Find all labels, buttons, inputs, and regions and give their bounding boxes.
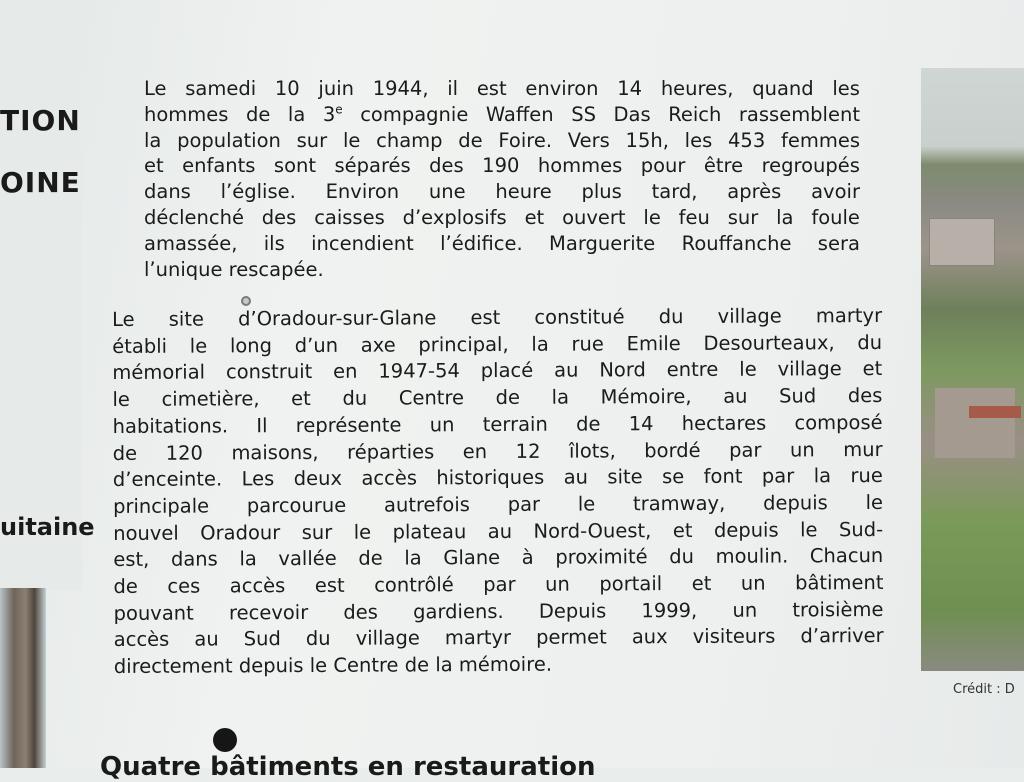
word: ces bbox=[167, 574, 201, 598]
word: de bbox=[113, 574, 138, 599]
word: sur bbox=[727, 205, 759, 229]
word: troisième bbox=[792, 597, 884, 622]
word: par bbox=[507, 492, 541, 516]
word: samedi bbox=[185, 77, 257, 100]
word: Waffen bbox=[485, 102, 554, 126]
word: Environ bbox=[325, 180, 400, 204]
word: femmes bbox=[780, 128, 860, 152]
word: des bbox=[847, 384, 883, 408]
word: feu bbox=[678, 205, 710, 229]
word: il bbox=[447, 77, 459, 100]
word: avoir bbox=[811, 180, 860, 204]
word: et bbox=[524, 205, 545, 229]
paragraph-history bbox=[144, 76, 860, 282]
word: représente bbox=[295, 413, 402, 437]
word: martyr bbox=[815, 303, 883, 328]
word: le bbox=[800, 517, 818, 542]
word: établi bbox=[112, 334, 168, 358]
word: incendient bbox=[311, 231, 414, 255]
word: dans bbox=[144, 180, 191, 204]
word: un bbox=[740, 571, 766, 595]
word: Sud bbox=[779, 384, 817, 408]
screw-icon bbox=[213, 728, 237, 752]
word: deux bbox=[293, 467, 343, 491]
word: tramway, bbox=[632, 491, 726, 516]
word: la bbox=[287, 102, 306, 126]
paragraph1-line bbox=[144, 231, 860, 257]
word: en bbox=[462, 439, 488, 463]
tree-photo bbox=[0, 588, 46, 768]
word: de bbox=[575, 412, 601, 436]
word: 1944, bbox=[372, 77, 429, 100]
word: pour bbox=[640, 154, 686, 178]
paragraph2-line bbox=[113, 543, 883, 574]
word: accès bbox=[113, 628, 170, 652]
roof-shape bbox=[969, 406, 1021, 418]
word: d’enceinte. bbox=[112, 467, 223, 492]
word: heures, bbox=[660, 77, 734, 100]
word: et bbox=[144, 154, 164, 178]
word: la bbox=[813, 464, 832, 488]
word: Nord bbox=[599, 358, 646, 382]
word: déclenché bbox=[144, 205, 244, 229]
left-heading-fragment-2: OINE bbox=[0, 166, 81, 199]
word: font bbox=[703, 464, 743, 489]
word: Sud- bbox=[838, 517, 884, 541]
word: Emile bbox=[626, 331, 681, 356]
left-heading-fragment-1: TION bbox=[0, 104, 81, 137]
paragraph1-line bbox=[144, 205, 860, 231]
word: Desourteaux, bbox=[703, 330, 835, 355]
word: foule bbox=[811, 205, 860, 229]
left-heading-fragment-3: uitaine bbox=[0, 513, 95, 541]
word: du bbox=[857, 330, 883, 354]
word: 3e bbox=[322, 102, 343, 126]
word: bordé bbox=[644, 438, 701, 462]
word: l’église. bbox=[220, 180, 296, 204]
word: historiques bbox=[436, 465, 545, 490]
word: hommes bbox=[537, 154, 623, 178]
photo-credit: Crédit : D bbox=[953, 682, 1015, 697]
word: champ bbox=[376, 128, 443, 152]
word: sont bbox=[273, 154, 317, 178]
word: Le bbox=[144, 77, 167, 100]
word: le bbox=[577, 492, 596, 516]
word: cimetière, bbox=[161, 387, 260, 411]
word: Le bbox=[112, 307, 135, 331]
word: constitué bbox=[534, 305, 625, 329]
paragraph2-line bbox=[113, 490, 883, 521]
word: d’un bbox=[294, 333, 339, 357]
word: par bbox=[483, 572, 516, 597]
word: terrain bbox=[482, 412, 548, 436]
word: d’arriver bbox=[800, 624, 884, 648]
word: plus bbox=[581, 180, 622, 204]
word: 453 bbox=[728, 128, 766, 152]
word: Oradour bbox=[200, 520, 281, 545]
word: 10 bbox=[274, 77, 300, 100]
paragraph2-line bbox=[114, 623, 884, 654]
word: du bbox=[305, 627, 331, 651]
word: par bbox=[729, 438, 762, 462]
word: 1999, bbox=[641, 598, 698, 622]
word: permet bbox=[536, 625, 607, 650]
word: rue bbox=[571, 332, 604, 356]
word: caisses bbox=[314, 205, 385, 229]
word: 14 bbox=[628, 411, 654, 436]
word: Il bbox=[256, 414, 268, 438]
word: dans bbox=[170, 547, 218, 572]
paragraph2-line bbox=[113, 570, 883, 601]
paragraph2-line bbox=[112, 383, 882, 414]
word: tard, bbox=[651, 180, 698, 204]
word: un bbox=[732, 598, 758, 622]
word: axe bbox=[360, 333, 396, 357]
word: moulin. bbox=[715, 544, 789, 569]
word: 190 bbox=[482, 154, 520, 178]
word: le bbox=[865, 490, 884, 514]
word: ils bbox=[263, 231, 285, 255]
word: d’explosifs bbox=[402, 205, 507, 229]
word: au bbox=[194, 627, 219, 652]
word: la bbox=[776, 205, 794, 229]
word: un bbox=[545, 572, 570, 596]
word: un bbox=[789, 437, 815, 461]
word: placé bbox=[480, 359, 534, 383]
section-heading-restoration: Quatre bâtiments en restauration bbox=[100, 752, 596, 782]
word: accès bbox=[229, 574, 286, 598]
word: un bbox=[429, 413, 455, 437]
word: au bbox=[723, 384, 748, 408]
word: une bbox=[428, 180, 466, 204]
word: l’édifice. bbox=[440, 231, 523, 255]
word: sera bbox=[817, 231, 860, 255]
word: du bbox=[669, 545, 695, 569]
paragraph1-line bbox=[144, 153, 860, 179]
word: et bbox=[291, 387, 311, 411]
paragraph1-line bbox=[144, 179, 860, 205]
word: contrôlé bbox=[374, 573, 454, 597]
word: Sud bbox=[243, 627, 281, 651]
paragraph2-line bbox=[112, 330, 882, 361]
word: rassemblent bbox=[738, 102, 860, 126]
word: du bbox=[658, 305, 684, 329]
word: 120 bbox=[165, 441, 203, 465]
word: le bbox=[112, 388, 130, 412]
word: village bbox=[717, 304, 782, 328]
word: aux bbox=[631, 625, 668, 649]
word: Foire. bbox=[498, 128, 553, 152]
word: portail bbox=[599, 572, 663, 596]
ruined-house-shape bbox=[929, 218, 995, 266]
word: Mémoire, bbox=[600, 385, 692, 409]
word: mur bbox=[843, 437, 883, 461]
word: Marguerite bbox=[549, 231, 656, 255]
word: le bbox=[353, 520, 372, 544]
rivet-icon bbox=[241, 296, 251, 306]
word: depuis bbox=[762, 491, 828, 515]
word: le bbox=[739, 358, 757, 382]
word: enfants bbox=[182, 154, 256, 178]
word: regroupés bbox=[761, 154, 860, 178]
word: la bbox=[239, 547, 257, 571]
word: 12 bbox=[515, 439, 541, 463]
word: ouvert bbox=[562, 205, 626, 229]
word: par bbox=[761, 464, 795, 488]
word: 14 bbox=[617, 77, 643, 100]
word: site bbox=[607, 465, 643, 489]
paragraph1-line bbox=[144, 102, 860, 128]
word: de bbox=[112, 441, 138, 465]
paragraph1-line bbox=[144, 76, 860, 102]
paragraph2-line bbox=[113, 410, 883, 441]
word: maisons, bbox=[231, 440, 319, 464]
word: parcourue bbox=[246, 493, 347, 518]
word: est bbox=[476, 77, 507, 100]
word: et bbox=[862, 357, 883, 381]
paragraph1-line: l’unique rescapée. bbox=[144, 257, 324, 281]
paragraph1-line bbox=[144, 128, 860, 154]
word: se bbox=[661, 465, 685, 489]
word: et bbox=[672, 518, 693, 542]
word: être bbox=[703, 154, 744, 178]
word: réparties bbox=[347, 439, 435, 464]
word: village bbox=[355, 626, 420, 651]
word: compagnie bbox=[360, 102, 469, 126]
word: long bbox=[229, 333, 273, 358]
word: habitations. bbox=[112, 414, 229, 438]
word: la bbox=[144, 128, 162, 152]
word: hectares bbox=[681, 411, 767, 435]
word: en bbox=[333, 360, 358, 384]
word: séparés bbox=[334, 154, 411, 178]
word: quand bbox=[752, 77, 814, 100]
word: juin bbox=[318, 77, 354, 100]
paragraph2-line bbox=[113, 517, 883, 548]
word: autrefois bbox=[383, 493, 470, 517]
word: site bbox=[168, 307, 205, 331]
word: plateau bbox=[392, 519, 467, 544]
word: d’Oradour-sur-Glane bbox=[238, 306, 437, 331]
paragraph-site-description bbox=[112, 303, 884, 681]
ruined-wall-shape bbox=[935, 388, 1015, 458]
word: Les bbox=[241, 467, 275, 491]
word: sur bbox=[296, 128, 328, 152]
word: le bbox=[342, 128, 361, 152]
word: des bbox=[261, 205, 297, 229]
word: Chacun bbox=[809, 544, 884, 568]
word: au bbox=[554, 358, 579, 383]
paragraph2-line bbox=[112, 356, 882, 387]
word: principal, bbox=[418, 332, 509, 357]
word: accès bbox=[361, 466, 418, 490]
word: des bbox=[343, 600, 379, 624]
paragraph2-line bbox=[114, 597, 884, 628]
word: Rouffanche bbox=[681, 231, 792, 255]
word: gardiens. bbox=[413, 599, 504, 624]
word: heure bbox=[495, 180, 552, 204]
word: environ bbox=[525, 77, 599, 100]
word: proximité bbox=[555, 545, 648, 570]
word: village bbox=[777, 357, 842, 381]
superscript: e bbox=[335, 102, 343, 117]
word: pouvant bbox=[113, 601, 194, 625]
word: la bbox=[531, 332, 549, 356]
word: nouvel bbox=[113, 521, 179, 545]
village-ruins-photo bbox=[921, 68, 1024, 671]
word: de bbox=[245, 102, 271, 126]
word: Vers bbox=[567, 128, 610, 152]
word: SS bbox=[571, 102, 596, 126]
word: depuis bbox=[713, 518, 779, 542]
word: la bbox=[551, 385, 570, 409]
word: des bbox=[429, 154, 464, 178]
paragraph2-line: directement depuis le Centre de la mémoire. bbox=[113, 652, 553, 679]
word: au bbox=[487, 519, 513, 543]
word: recevoir bbox=[228, 600, 309, 625]
word: de bbox=[495, 385, 521, 410]
word: mémorial bbox=[112, 360, 206, 385]
word: est bbox=[470, 305, 501, 330]
word: composé bbox=[794, 410, 883, 435]
word: visiteurs bbox=[692, 624, 776, 649]
word: rue bbox=[850, 464, 883, 488]
paragraph2-line bbox=[113, 463, 883, 494]
word: et bbox=[691, 571, 712, 595]
word: au bbox=[563, 465, 589, 489]
word: Nord-Ouest, bbox=[533, 518, 652, 543]
word: le bbox=[643, 205, 661, 229]
word: 1947-54 bbox=[378, 359, 460, 384]
paragraph2-line bbox=[112, 303, 882, 334]
word: du bbox=[342, 386, 368, 410]
word: est, bbox=[113, 548, 150, 572]
word: vallée bbox=[278, 547, 337, 571]
word: bâtiment bbox=[795, 570, 884, 595]
word: îlots, bbox=[568, 438, 616, 463]
word: le bbox=[189, 334, 208, 358]
word: les bbox=[832, 77, 860, 100]
word: sur bbox=[301, 520, 333, 544]
word: population bbox=[177, 128, 281, 152]
word: 15h, bbox=[625, 128, 669, 152]
paragraph2-line bbox=[113, 436, 883, 467]
word: Depuis bbox=[538, 599, 607, 623]
word: entre bbox=[666, 358, 719, 382]
word: amassée, bbox=[144, 231, 238, 255]
word: à bbox=[521, 546, 534, 570]
word: hommes bbox=[144, 102, 229, 126]
word: Das bbox=[613, 102, 651, 126]
word: principale bbox=[112, 494, 210, 518]
word: martyr bbox=[444, 626, 512, 650]
word: la bbox=[404, 546, 422, 570]
word: de bbox=[458, 128, 483, 152]
word: Centre bbox=[398, 386, 465, 410]
left-sign-section bbox=[0, 0, 95, 590]
word: après bbox=[727, 180, 782, 204]
word: Reich bbox=[668, 102, 722, 126]
word: de bbox=[358, 546, 383, 571]
word: construit bbox=[225, 360, 313, 384]
word: Glane bbox=[443, 546, 501, 570]
word: est bbox=[314, 573, 345, 597]
word: les bbox=[684, 128, 713, 152]
